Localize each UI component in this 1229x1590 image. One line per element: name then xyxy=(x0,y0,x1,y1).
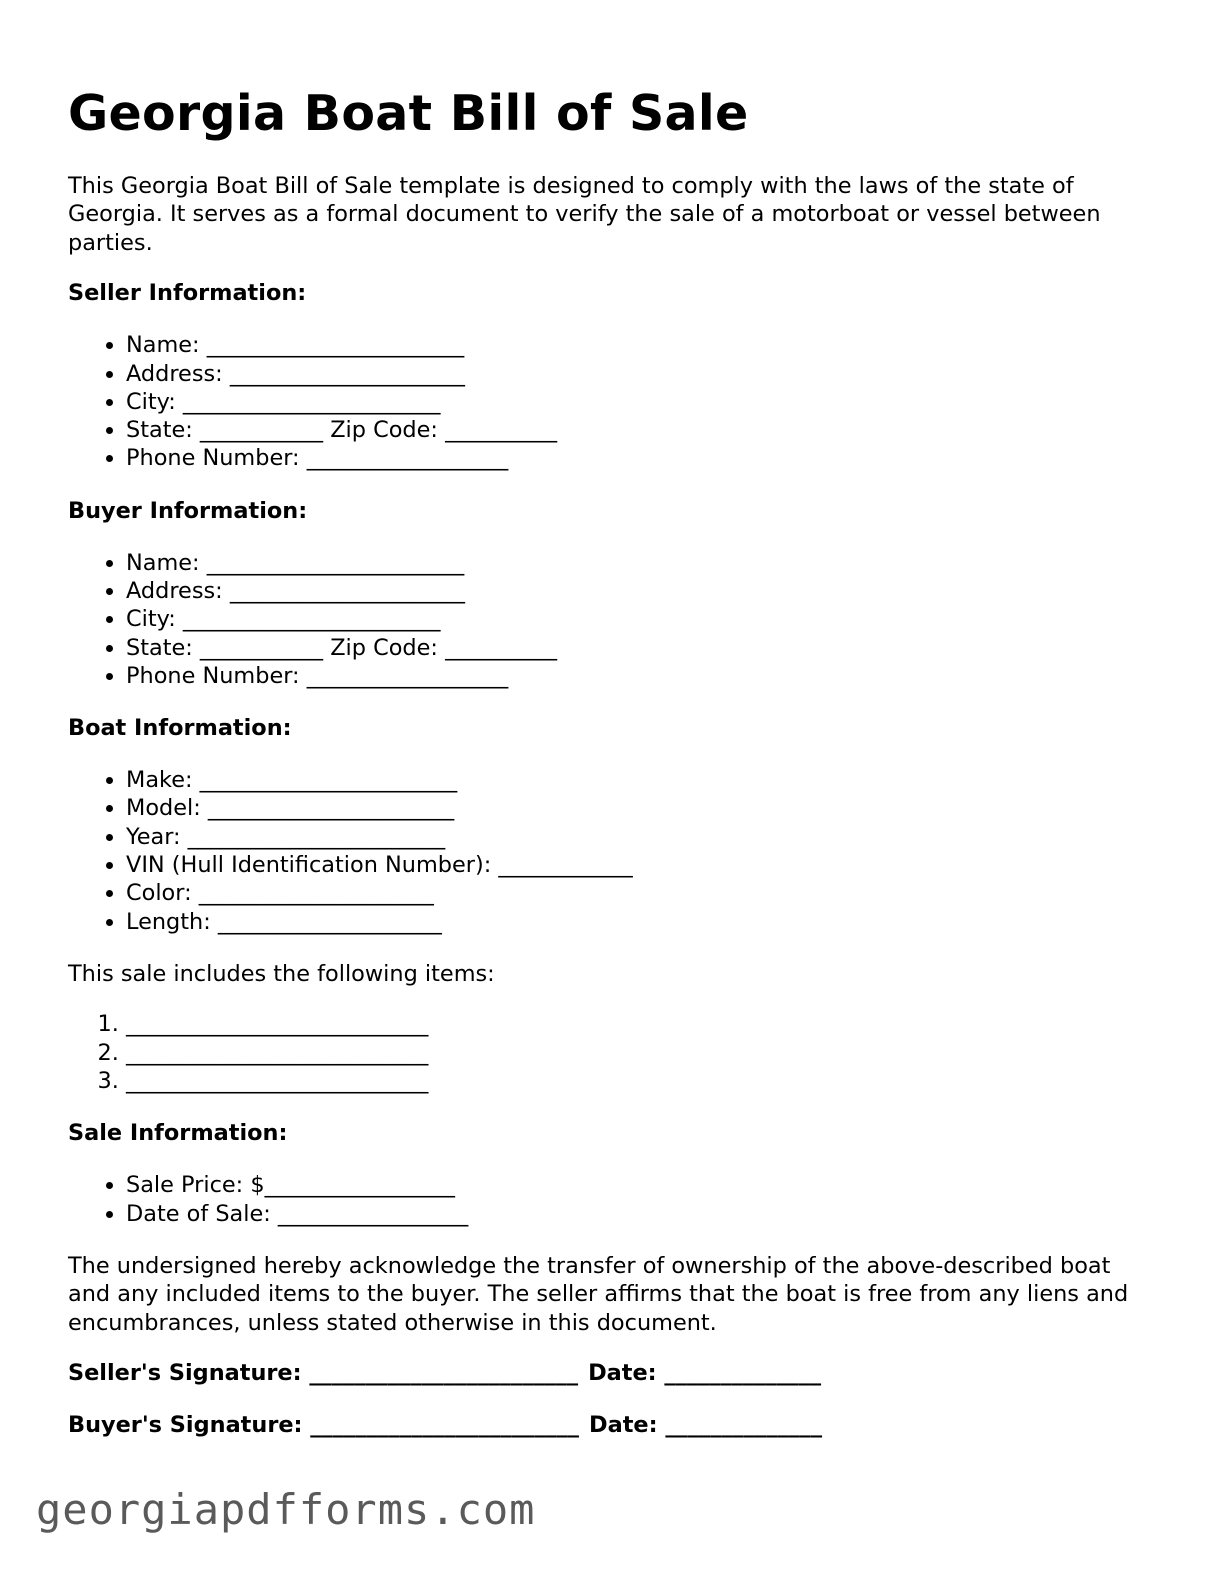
sale-price-field: • Sale Price: $_________________ xyxy=(126,1171,1158,1199)
buyer-fields xyxy=(68,549,1158,690)
buyer-signature-line xyxy=(68,1411,1158,1439)
buyer-state-zip-field: • State: ___________ Zip Code: __________ xyxy=(126,634,1158,662)
seller-fields xyxy=(68,331,1158,472)
seller-signature-line xyxy=(68,1359,1158,1387)
included-item: 1. ___________________________ xyxy=(126,1010,1158,1038)
boat-color-field: • Color: _____________________ xyxy=(126,879,1158,907)
boat-heading: Boat Information: xyxy=(68,715,292,742)
boat-length-field: • Length: ____________________ xyxy=(126,908,1158,936)
document-page xyxy=(68,82,1158,1463)
included-items-list xyxy=(68,1010,1158,1095)
seller-city-field: • City: _______________________ xyxy=(126,388,1158,416)
boat-model-field: • Model: ______________________ xyxy=(126,794,1158,822)
watermark: georgiapdfforms.com xyxy=(36,1485,536,1534)
buyer-address-field: • Address: _____________________ xyxy=(126,577,1158,605)
buyer-name-field: • Name: _______________________ xyxy=(126,549,1158,577)
boat-vin-field: • VIN (Hull Identification Number): ____________ xyxy=(126,851,1158,879)
seller-phone-field: • Phone Number: __________________ xyxy=(126,444,1158,472)
sale-fields xyxy=(68,1171,1158,1228)
seller-signature-date: Date: ______________ xyxy=(588,1360,822,1387)
buyer-city-field: • City: _______________________ xyxy=(126,605,1158,633)
seller-signature-field: Seller's Signature: ________________________ xyxy=(68,1360,579,1387)
seller-address-field: • Address: _____________________ xyxy=(126,360,1158,388)
page-title: Georgia Boat Bill of Sale xyxy=(68,85,749,142)
boat-make-field: • Make: _______________________ xyxy=(126,766,1158,794)
sale-date-field: • Date of Sale: _________________ xyxy=(126,1200,1158,1228)
intro-paragraph: This Georgia Boat Bill of Sale template is designed to comply with the laws of the state of Georgia. It serves as a formal document to verify the sale of a motorboat or vessel between parties. xyxy=(68,173,1101,256)
acknowledgment-paragraph: The undersigned hereby acknowledge the transfer of ownership of the above-described boat and any included items to the buyer. The seller affirms that the boat is free from any liens and encumbrances, unless stated otherwise in this document. xyxy=(68,1252,1129,1336)
seller-name-field: • Name: _______________________ xyxy=(126,331,1158,359)
included-item: 3. ___________________________ xyxy=(126,1067,1158,1095)
buyer-signature-field: Buyer's Signature: ________________________ xyxy=(68,1412,579,1439)
buyer-phone-field: • Phone Number: __________________ xyxy=(126,662,1158,690)
sale-heading: Sale Information: xyxy=(68,1120,288,1147)
items-intro: This sale includes the following items: xyxy=(68,960,495,987)
seller-heading: Seller Information: xyxy=(68,280,307,307)
buyer-heading: Buyer Information: xyxy=(68,497,308,524)
buyer-signature-date: Date: ______________ xyxy=(589,1412,823,1439)
seller-state-zip-field: • State: ___________ Zip Code: __________ xyxy=(126,416,1158,444)
included-item: 2. ___________________________ xyxy=(126,1039,1158,1067)
boat-fields xyxy=(68,766,1158,936)
boat-year-field: • Year: _______________________ xyxy=(126,823,1158,851)
